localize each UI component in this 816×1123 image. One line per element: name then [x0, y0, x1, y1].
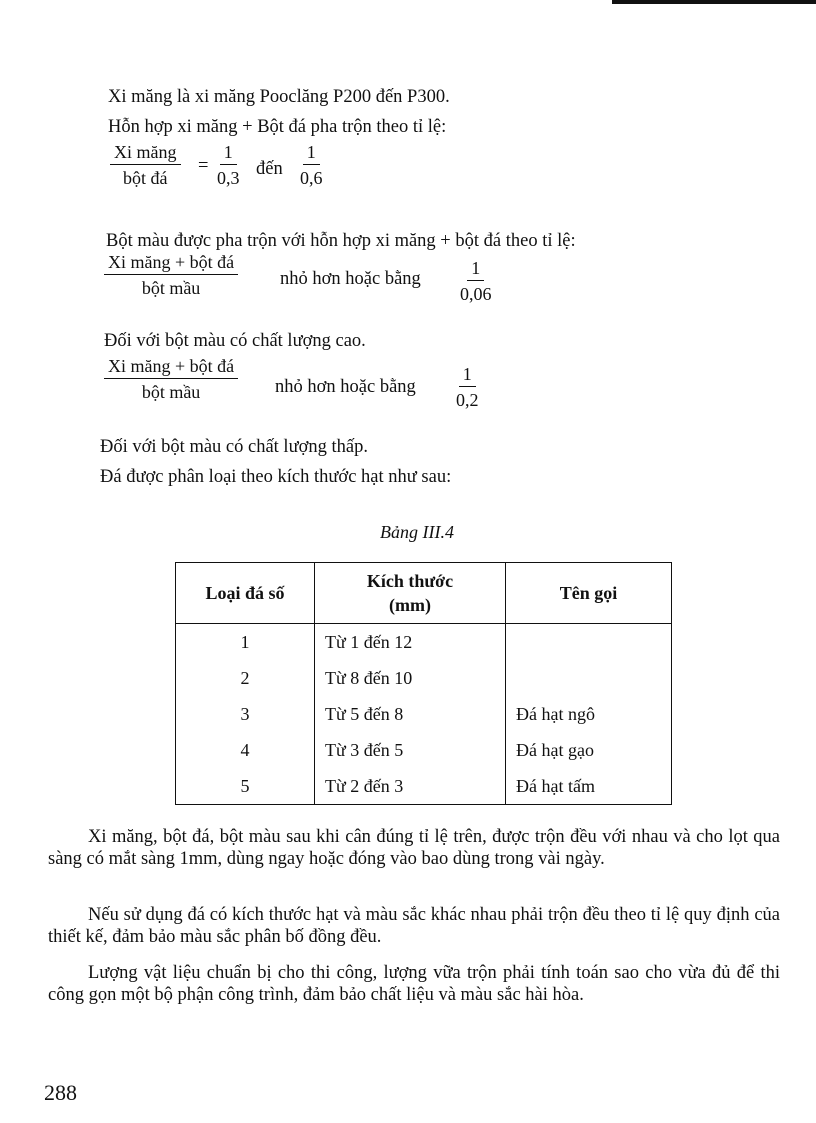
table-row	[176, 660, 672, 696]
cell-stone-number: 4	[176, 732, 315, 768]
top-rule	[612, 0, 816, 4]
fraction-numerator: 1	[220, 142, 237, 165]
table-row	[176, 768, 672, 805]
cell-size: Từ 3 đến 5	[315, 732, 506, 768]
header-size-unit: (mm)	[389, 595, 431, 615]
fraction-limit-low	[452, 364, 483, 410]
table-row	[176, 696, 672, 732]
paragraph-stone-colors: Nếu sử dụng đá có kích thước hạt và màu sắc khác nhau phải trộn đều theo tỉ lệ quy định của thiết kế, đảm bảo màu sắc phân bố đồng đều.	[48, 905, 780, 947]
cell-stone-number: 5	[176, 768, 315, 805]
text-line-low-quality: Đối với bột màu có chất lượng thấp.	[100, 437, 368, 457]
range-word: đến	[256, 159, 283, 179]
header-size	[315, 563, 506, 624]
fraction-numerator: 1	[467, 258, 484, 281]
cell-size: Từ 1 đến 12	[315, 624, 506, 661]
header-size-label: Kích thước	[366, 571, 454, 591]
fraction-denominator: 0,06	[460, 284, 492, 304]
fraction-numerator: 1	[303, 142, 320, 165]
cell-size: Từ 2 đến 3	[315, 768, 506, 805]
fraction-upper-bound	[296, 142, 327, 188]
cell-name	[506, 660, 672, 696]
table-row	[176, 732, 672, 768]
fraction-denominator: bột mầu	[141, 278, 201, 298]
equals-sign: =	[198, 156, 209, 176]
ratio-condition-text: nhỏ hơn hoặc bằng	[275, 377, 416, 397]
header-stone-number: Loại đá số	[176, 563, 315, 624]
text-line-pigment-intro: Bột màu được pha trộn với hỗn hợp xi măng + bột đá theo tỉ lệ:	[106, 231, 576, 251]
cell-name: Đá hạt ngô	[506, 696, 672, 732]
table-caption: Bảng III.4	[380, 522, 454, 542]
cell-name	[506, 624, 672, 661]
fraction-denominator: 0,2	[456, 390, 479, 410]
paragraph-material-prep: Lượng vật liệu chuẩn bị cho thi công, lượng vữa trộn phải tính toán sao cho vừa đủ để thi công gọn một bộ phận công trình, đảm bảo chất liệu và màu sắc hài hòa.	[48, 963, 780, 1005]
cell-size: Từ 8 đến 10	[315, 660, 506, 696]
cell-size: Từ 5 đến 8	[315, 696, 506, 732]
fraction-lower-bound	[213, 142, 244, 188]
text-line-cement-type: Xi măng là xi măng Pooclăng P200 đến P300.	[108, 87, 450, 107]
header-name: Tên gọi	[506, 563, 672, 624]
cell-name: Đá hạt tấm	[506, 768, 672, 805]
cell-name: Đá hạt gạo	[506, 732, 672, 768]
fraction-limit-high	[456, 258, 496, 304]
text-line-high-quality: Đối với bột màu có chất lượng cao.	[104, 331, 366, 351]
table-header-row	[176, 563, 672, 624]
text-line-mix-ratio-intro: Hỗn hợp xi măng + Bột đá pha trộn theo tỉ lệ:	[108, 117, 447, 137]
fraction-mix-pigment-low	[104, 356, 238, 402]
fraction-numerator: Xi măng + bột đá	[104, 356, 238, 379]
cell-stone-number: 3	[176, 696, 315, 732]
page-number: 288	[44, 1080, 77, 1105]
text-line-stone-classification: Đá được phân loại theo kích thước hạt như sau:	[100, 467, 452, 487]
ratio-condition-text: nhỏ hơn hoặc bằng	[280, 269, 421, 289]
stone-size-table	[175, 562, 672, 805]
cell-stone-number: 1	[176, 624, 315, 661]
paragraph-mixing: Xi măng, bột đá, bột màu sau khi cân đúng tỉ lệ trên, được trộn đều với nhau và cho lọt qua sàng có mắt sàng 1mm, dùng ngay hoặc đóng vào bao dùng trong vài ngày.	[48, 827, 780, 869]
fraction-denominator: bột mầu	[141, 382, 201, 402]
fraction-denominator: 0,3	[217, 168, 240, 188]
fraction-numerator: 1	[459, 364, 476, 387]
table-row	[176, 624, 672, 661]
fraction-numerator: Xi măng + bột đá	[104, 252, 238, 275]
cell-stone-number: 2	[176, 660, 315, 696]
fraction-cement-stone	[110, 142, 181, 188]
fraction-denominator: 0,6	[300, 168, 323, 188]
fraction-mix-pigment-high	[104, 252, 238, 298]
fraction-denominator: bột đá	[123, 168, 168, 188]
fraction-numerator: Xi măng	[110, 142, 181, 165]
